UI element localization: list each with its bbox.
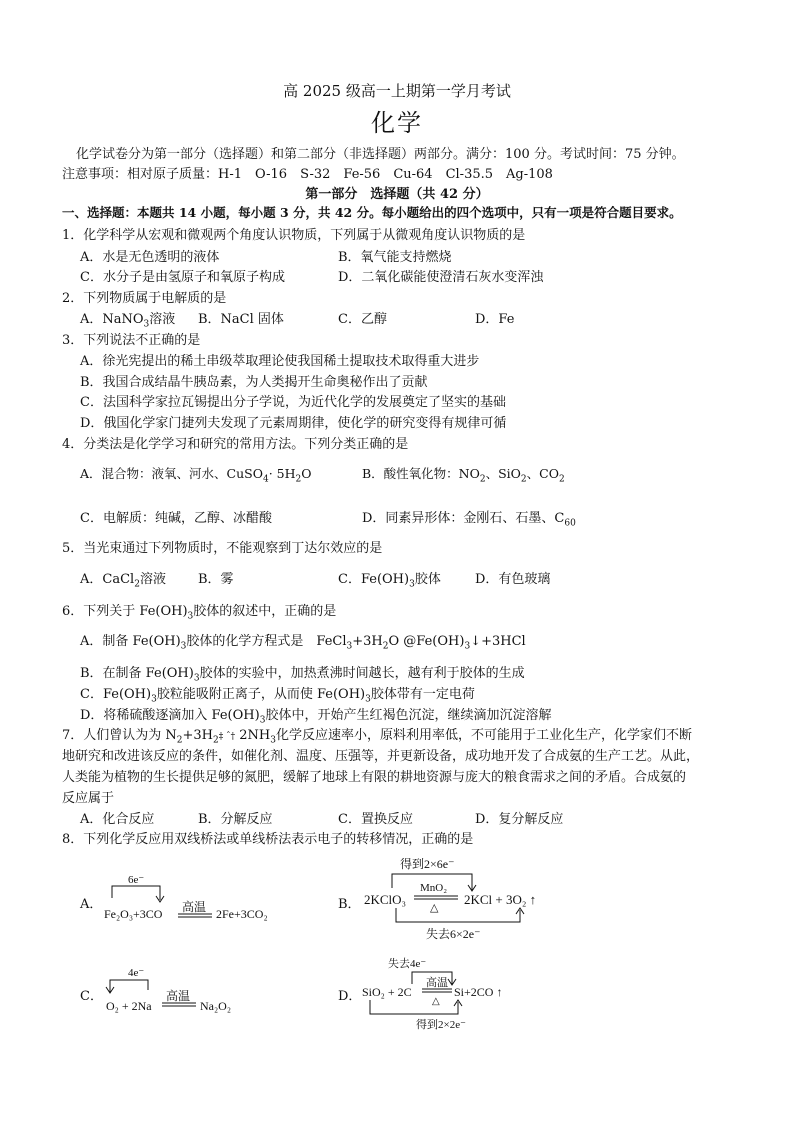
q6-option-a: A．制备 $Fe(OH)_3$胶体的化学方程式是 $FeCl_3+3H_2O$ $@Fe(OH)_3↓+3HCl$ [80,634,526,652]
q3-option-a: A．徐光宪提出的稀土串级萃取理论使我国稀土提取技术取得重大进步 [80,354,480,369]
q3-stem: 3．下列说法不正确的是 [62,333,201,348]
q8b-catalyst: MnO₂ [420,882,448,894]
q4-option-b: B．酸性氧化物：$NO_2$、SiO$_2$、$CO_2$ [362,466,565,485]
q6-stem: 6．下列关于 $Fe(OH)_3$胶体的叙述中，正确的是 [62,604,337,622]
q8c-products: Na₂O₂ [200,999,232,1013]
q8d-heat: △ [432,996,440,1007]
q1-option-a: A．水是无色透明的液体 [80,250,220,265]
q7-line-4: 反应属于 [62,791,115,806]
q2-option-b: B．NaCl 固体 [198,312,284,327]
q8-option-c-diagram [100,962,300,1022]
q8c-bridge-line [110,980,148,992]
q4-option-d: D．同素异形体：金刚石、石墨、$C_{60}$ [362,511,576,529]
q7-option-a: A．化合反应 [80,812,155,827]
subject-title: 化学 [371,109,423,137]
q8a-reactants: Fe₂O₃+3CO [104,907,163,921]
q5-option-b: B．雾 [198,572,234,587]
q7-option-c: C．置换反应 [338,812,413,827]
q7-option-b: B．分解反应 [198,812,273,827]
q5-option-a: A．CaCl$_2$溶液 [80,572,166,590]
q8a-products: 2Fe+3CO₂ [216,907,268,921]
q8-option-c-label: C． [80,989,103,1004]
q8a-condition: 高温 [182,900,207,914]
q6-option-b: B．在制备 $Fe(OH)_3$胶体的实验中，加热煮沸时间越长，越有利于胶体的生成 [80,666,525,684]
q4-stem: 4．分类法是化学学习和研究的常用方法。下列分类正确的是 [62,437,409,452]
q4-option-c: C．电解质：纯碱，乙醇、冰醋酸 [80,511,272,526]
q2-option-d: D．Fe [475,312,515,327]
part1-heading: 第一部分 选择题（共 42 分） [305,187,489,202]
q8b-bottom-bridge [396,908,520,922]
q6-option-d: D．将稀硫酸逐滴加入 $Fe(OH)_3$胶体中，开始产生红褐色沉淀，继续滴加沉淀溶解 [80,708,552,726]
q8b-loss: 失去6×2e⁻ [426,927,481,941]
exam-intro: 化学试卷分为第一部分（选择题）和第二部分（非选择题）两部分。满分：100 分。考试时间：75 分钟。 [76,147,685,162]
q2-option-a: A．NaNO$_3$溶液 [80,312,176,330]
q7-line-1: 7．人们曾认为为 $N_2+3H_2\ddagger$ ˆ† $2NH_3$化学反应速率小，原料利用率低，不可能用于工业化生产，化学家们不断 [62,728,693,746]
part1-instruction: 一、选择题：本题共 14 小题，每小题 3 分，共 42 分。每小题给出的四个选项中，只有一项是符合题目要求。 [62,205,682,220]
q8-option-b-label: B． [338,897,361,912]
q3-option-c: C．法国科学家拉瓦锡提出分子学说，为近代化学的发展奠定了坚实的基础 [80,395,506,410]
q8c-electrons: 4e⁻ [128,967,145,979]
q6-option-c: C．$Fe(OH)_3$胶粒能吸附正离子，从而使 $Fe(OH)_3$胶体带有一定电荷 [80,687,475,705]
q8-option-a-diagram [100,872,300,932]
q5-option-d: D．有色玻璃 [475,572,551,587]
q7-option-d: D．复分解反应 [475,812,564,827]
q7-line-3: 人类能为植物的生长提供足够的氮肥，缓解了地球上有限的耕地资源与庞大的粮食需求之间的矛盾。合成氨的 [62,770,687,785]
q8-stem: 8．下列化学反应用双线桥法或单线桥法表示电子的转移情况，正确的是 [62,832,474,847]
q8d-bottom-bridge [370,1000,458,1014]
q8-option-d-diagram [356,954,556,1034]
q8d-reactants: SiO₂ + 2C [362,985,412,999]
q1-stem: 1．化学科学从宏观和微观两个角度认识物质，下列属于从微观角度认识物质的是 [62,228,526,243]
q4-option-a: A．混合物：液氧、河水、CuSO$_4$· $5H_2O$ [80,466,312,485]
q5-option-c: C．$Fe(OH)_3$胶体 [338,572,441,590]
q8b-heat: △ [430,902,439,914]
q8-option-d-label: D． [338,989,362,1004]
q8b-products: 2KCl + 3O₂ ↑ [464,892,537,907]
q8-option-a-label: A． [80,897,103,912]
q2-stem: 2．下列物质属于电解质的是 [62,291,227,306]
q8d-condition: 高温 [426,977,448,989]
q8b-reactants: 2KClO₃ [364,892,407,907]
q8d-loss: 失去4e⁻ [388,958,427,970]
q1-option-b: B．氧气能支持燃烧 [338,250,452,265]
q7-line-2: 地研究和改进该反应的条件，如催化剂、温度、压强等，并更新设备，成功地开发了合成氨的生产工艺。从此， [62,749,700,764]
q8a-bridge-line [112,886,160,900]
q5-stem: 5．当光束通过下列物质时，不能观察到丁达尔效应的是 [62,541,383,556]
q8-option-b-diagram [360,852,600,942]
q8d-gain: 得到2×2e⁻ [416,1019,466,1031]
q8c-reactants: O₂ + 2Na [106,999,152,1013]
q3-option-b: B．我国合成结晶牛胰岛素，为人类揭开生命奥秘作出了贡献 [80,375,428,390]
q2-option-c: C．乙醇 [338,312,387,327]
q8a-electrons: 6e⁻ [128,874,145,886]
q8b-gain: 得到2×6e⁻ [400,857,455,871]
q3-option-d: D．俄国化学家门捷列夫发现了元素周期律，使化学的研究变得有规律可循 [80,416,507,431]
exam-notes: 注意事项：相对原子质量：H-1 O-16 S-32 Fe-56 Cu-64 Cl-35.5 Ag-108 [62,167,553,182]
exam-title: 高 2025 级高一上期第一学月考试 [283,82,511,100]
q8c-condition: 高温 [166,989,191,1003]
q1-option-c: C．水分子是由氢原子和氧原子构成 [80,270,285,285]
q8d-products: Si+2CO ↑ [454,985,503,999]
q1-option-d: D．二氧化碳能使澄清石灰水变浑浊 [338,270,544,285]
